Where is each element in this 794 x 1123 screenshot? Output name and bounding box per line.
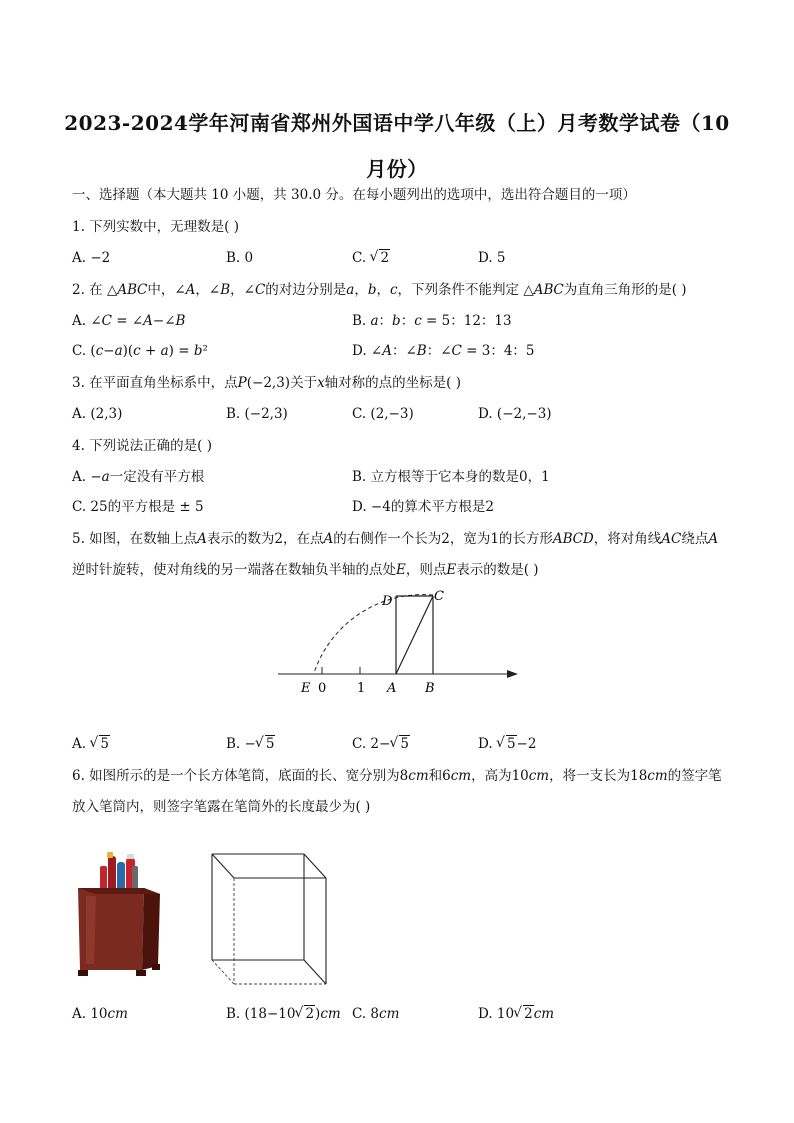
q5-option-c: C. 2−√ 5 [352, 734, 410, 754]
q2-option-c: C. (𝑐−𝑎)(𝑐 + 𝑎) = 𝑏² [72, 343, 208, 359]
q2-option-a: A. ∠𝐶 = ∠𝐴−∠𝐵 [72, 313, 186, 329]
q1-option-c: C. √ 2 [352, 248, 390, 268]
q4-stem: 4. 下列说法正确的是( ) [72, 438, 212, 454]
q1-stem: 1. 下列实数中，无理数是( ) [72, 219, 239, 235]
q4-option-b: B. 立方根等于它本身的数是0，1 [352, 469, 550, 485]
q6-option-a: A. 10𝑐𝑚 [72, 1006, 128, 1022]
cuboid-diagram [208, 852, 330, 988]
axis-arrow [507, 670, 518, 678]
label-d: D [382, 594, 393, 609]
q5-option-a: A. √ 5 [72, 734, 110, 754]
sqrt-symbol: √ 5 [497, 734, 517, 754]
q3-option-a: A. (2,3) [72, 406, 123, 422]
q5-option-d: D. √ 5−2 [478, 734, 536, 754]
q1-option-a: A. −2 [72, 250, 111, 266]
diagonal-ac [396, 596, 433, 674]
label-one: 1 [357, 681, 366, 696]
sqrt-symbol: √ 2 [295, 1004, 315, 1024]
q6-stem-line2: 放入笔筒内，则签字笔露在笔筒外的长度最少为( ) [72, 799, 371, 815]
q3-option-d: D. (−2,−3) [478, 406, 552, 422]
q5-stem-line2: 逆时针旋转，使对角线的另一端落在数轴负半轴的点处𝐸，则点𝐸表示的数是( ) [72, 562, 539, 578]
sqrt-symbol: √ 5 [90, 734, 110, 754]
q2-option-b: B. 𝑎：𝑏：𝑐 = 5：12：13 [352, 313, 512, 329]
q6-option-b: B. (18−10√ 2)𝑐𝑚 [226, 1004, 341, 1024]
sqrt-symbol: √ 5 [390, 734, 410, 754]
q3-option-c: C. (2,−3) [352, 406, 414, 422]
q6-stem-line1: 6. 如图所示的是一个长方体笔筒，底面的长、宽分别为8𝑐𝑚和6𝑐𝑚，高为10𝑐𝑚，将一支长为18𝑐𝑚的签字笔 [72, 768, 722, 784]
pen-holder-image [74, 852, 166, 982]
q2-option-d: D. ∠𝐴：∠𝐵：∠𝐶 = 3：4：5 [352, 343, 535, 359]
q4-option-a: A. −𝑎一定没有平方根 [72, 469, 205, 485]
q6-option-c: C. 8𝑐𝑚 [352, 1006, 400, 1022]
q3-stem: 3. 在平面直角坐标系中，点𝑃(−2,3)关于𝑥轴对称的点的坐标是( ) [72, 375, 462, 391]
q4-option-d: D. −4的算术平方根是2 [352, 499, 494, 515]
sqrt-symbol: √ 5 [256, 734, 276, 754]
q4-option-c: C. 25的平方根是 ± 5 [72, 499, 204, 515]
label-c: C [434, 589, 444, 604]
section-heading: 一、选择题（本大题共 10 小题，共 30.0 分。在每小题列出的选项中，选出符合题目的一项） [72, 187, 636, 203]
q1-option-b: B. 0 [226, 250, 254, 266]
sqrt-symbol: √ 2 [514, 1004, 534, 1024]
sqrt-symbol: √ 2 [370, 248, 390, 268]
label-e: E [301, 681, 311, 696]
number-line-figure [270, 585, 530, 700]
q3-option-b: B. (−2,3) [226, 406, 288, 422]
label-zero: 0 [318, 681, 327, 696]
q2-stem: 2. 在 △𝐴𝐵𝐶中，∠𝐴，∠𝐵，∠𝐶的对边分别是𝑎，𝑏，𝑐，下列条件不能判定 △𝐴𝐵𝐶为直角三角形的是( ) [72, 282, 687, 298]
page-title: 2023-2024学年河南省郑州外国语中学八年级（上）月考数学试卷（10月份） [64, 111, 730, 181]
q5-option-b: B. −√ 5 [226, 734, 275, 754]
q6-option-d: D. 10√ 2𝑐𝑚 [478, 1004, 554, 1024]
q1-option-d: D. 5 [478, 250, 506, 266]
q5-stem-line1: 5. 如图，在数轴上点𝐴表示的数为2，在点𝐴的右侧作一个长为2，宽为1的长方形𝐴𝐵𝐶𝐷，将对角线𝐴𝐶绕点𝐴 [72, 531, 719, 547]
label-b: B [425, 681, 435, 696]
label-a: A [387, 681, 397, 696]
